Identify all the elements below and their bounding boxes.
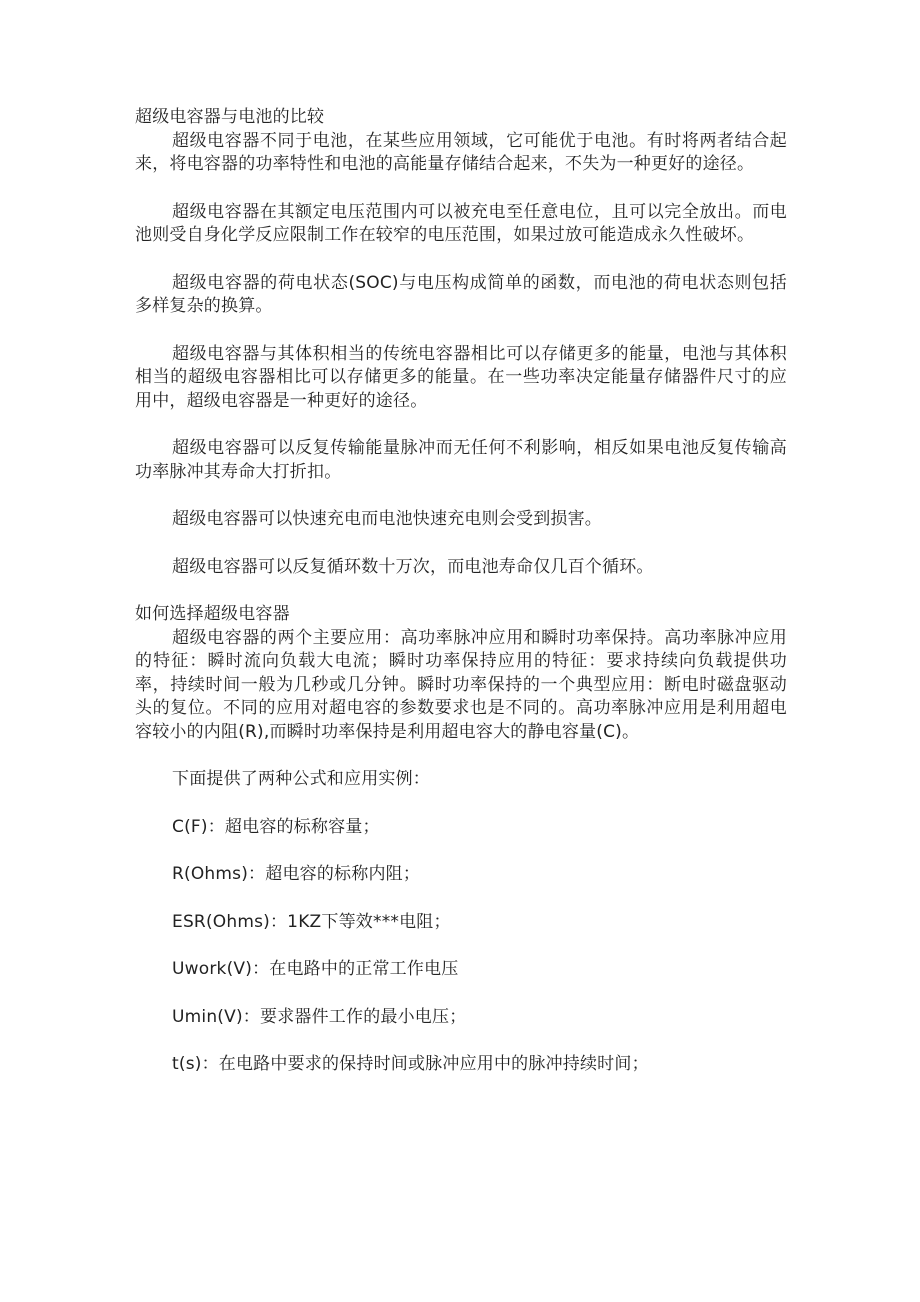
section-heading-comparison: 超级电容器与电池的比较 [135, 107, 325, 127]
paragraph: 超级电容器可以快速充电而电池快速充电则会受到损害。 [172, 509, 602, 529]
paragraph-gap [135, 319, 787, 343]
paragraph-gap [135, 579, 787, 603]
paragraph-gap [135, 1029, 787, 1053]
document-body [135, 106, 787, 1077]
definition-item: R(Ohms)：超电容的标称内阻； [172, 864, 421, 884]
paragraph: 超级电容器的荷电状态(SOC)与电压构成简单的函数，而电池的荷电状态则包括多样复杂的换算。 [135, 272, 787, 316]
paragraph: 超级电容器在其额定电压范围内可以被充电至任意电位，且可以完全放出。而电池则受自身化学反应限制工作在较窄的电压范围，如果过放可能造成永久性破坏。 [135, 201, 787, 245]
paragraph-gap [135, 744, 787, 768]
section-heading-selection: 如何选择超级电容器 [135, 604, 290, 624]
paragraph-gap [135, 887, 787, 911]
paragraph: 超级电容器与其体积相当的传统电容器相比可以存储更多的能量，电池与其体积相当的超级电容器相比可以存储更多的能量。在一些功率决定能量存储器件尺寸的应用中，超级电容器是一种更好的途径。 [135, 343, 787, 411]
formula-lead: 下面提供了两种公式和应用实例： [172, 769, 430, 789]
paragraph-gap [135, 982, 787, 1006]
paragraph-gap [135, 413, 787, 437]
paragraph: 超级电容器可以反复循环数十万次，而电池寿命仅几百个循环。 [172, 556, 654, 577]
definition-item: C(F)：超电容的标称容量； [172, 816, 380, 837]
paragraph-gap [135, 177, 787, 201]
definition-item: Umin(V)：要求器件工作的最小电压； [172, 1006, 467, 1027]
paragraph: 超级电容器可以反复传输能量脉冲而无任何不利影响，相反如果电池反复传输高功率脉冲其寿命大打折扣。 [135, 438, 787, 482]
paragraph-gap [135, 248, 787, 272]
paragraph-gap [135, 934, 787, 958]
paragraph-gap [135, 839, 787, 863]
paragraph: 超级电容器不同于电池，在某些应用领域，它可能优于电池。有时将两者结合起来，将电容器的功率特性和电池的高能量存储结合起来，不失为一种更好的途径。 [135, 130, 787, 174]
definition-item: Uwork(V)：在电路中的正常工作电压 [172, 959, 459, 979]
definition-item: t(s)：在电路中要求的保持时间或脉冲应用中的脉冲持续时间； [172, 1054, 649, 1074]
paragraph-gap [135, 484, 787, 508]
paragraph-gap [135, 792, 787, 816]
paragraph: 超级电容器的两个主要应用：高功率脉冲应用和瞬时功率保持。高功率脉冲应用的特征：瞬时流向负载大电流；瞬时功率保持应用的特征：要求持续向负载提供功率，持续时间一般为几秒或几分钟。瞬时功率保持的一个典型应用：断电时磁盘驱动头的复位。不同的应用对超电容的参数要求也是不同的。高功率脉冲应用是利用超电容较小的内阻(R),而瞬时功率保持是利用超电容大的静电容量(C)。 [135, 627, 787, 742]
paragraph-gap [135, 532, 787, 556]
definition-item: ESR(Ohms)：1KZ下等效***电阻； [172, 911, 451, 932]
